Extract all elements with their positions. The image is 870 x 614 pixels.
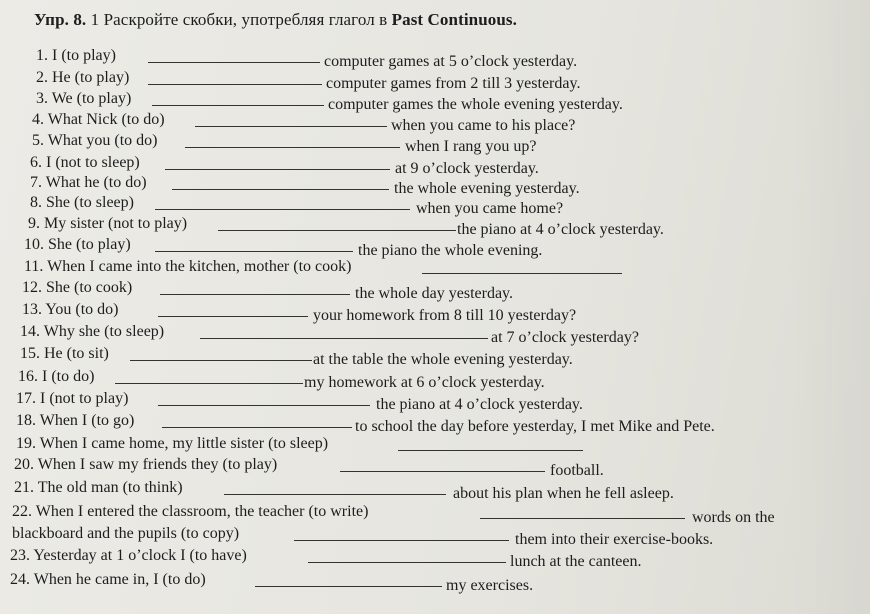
exercise-prompt: 7. What he (to do) [30,174,147,191]
exercise-prompt: 2. He (to play) [36,69,130,86]
exercise-item [0,524,860,546]
exercise-item [0,193,860,215]
exercise-item [0,214,860,236]
answer-blank-line[interactable] [152,105,324,106]
exercise-prompt: blackboard and the pupils (to copy) [12,525,240,542]
answer-blank-line[interactable] [148,62,320,63]
exercise-prompt: 21. The old man (to think) [14,479,183,496]
exercise-subnumber: 1 [90,10,100,29]
exercise-prompt: 5. What you (to do) [32,132,158,149]
exercise-item [0,502,860,524]
exercise-tail: words on the [692,509,775,526]
exercise-prompt: 17. I (not to play) [16,390,129,407]
exercise-item [0,344,860,366]
answer-blank-line[interactable] [308,562,506,563]
exercise-tail: computer games the whole evening yesterday. [328,96,623,113]
exercise-prompt: 19. When I came home, my little sister (to sleep) [16,435,329,452]
answer-blank-line[interactable] [218,230,456,231]
answer-blank-line[interactable] [422,273,622,274]
exercise-tail: the piano at 4 o’clock yesterday. [376,396,583,413]
answer-blank-line[interactable] [294,540,509,541]
exercise-prompt: 6. I (not to sleep) [30,154,140,171]
exercise-tail: about his plan when he fell asleep. [453,485,674,502]
exercise-prompt: 22. When I entered the classroom, the teacher (to write) [12,503,369,520]
exercise-tail: when you came home? [416,200,564,217]
exercise-item [0,546,860,568]
exercise-prompt: 14. Why she (to sleep) [20,323,165,340]
answer-blank-line[interactable] [185,147,400,148]
exercise-prompt: 4. What Nick (to do) [32,111,165,128]
exercise-prompt: 20. When I saw my friends they (to play) [14,456,278,473]
exercise-item [0,46,860,68]
answer-blank-line[interactable] [158,316,308,317]
exercise-item [0,131,860,153]
exercise-tail: at 9 o’clock yesterday. [395,160,539,177]
exercise-item [0,434,860,456]
exercise-tail: the piano the whole evening. [358,242,543,259]
answer-blank-line[interactable] [155,209,410,210]
exercise-tense: Past Continuous. [391,10,517,29]
exercise-tail: when I rang you up? [405,138,537,155]
answer-blank-line[interactable] [195,126,387,127]
exercise-prompt: 8. She (to sleep) [30,194,134,211]
exercise-prompt: 15. He (to sit) [20,345,109,362]
answer-blank-line[interactable] [162,427,352,428]
exercise-tail: to school the day before yesterday, I met Mike and Pete. [355,418,715,435]
exercise-item [0,110,860,132]
answer-blank-line[interactable] [155,251,353,252]
exercise-title [34,10,517,30]
exercise-prompt: 11. When I came into the kitchen, mother (to cook) [24,258,352,275]
exercise-item [0,478,860,500]
exercise-prompt: 1. I (to play) [36,47,116,64]
exercise-item [0,455,860,477]
answer-blank-line[interactable] [255,586,442,587]
exercise-item [0,153,860,175]
exercise-prompt: 18. When I (to go) [16,412,135,429]
exercise-item [0,411,860,433]
exercise-tail: your homework from 8 till 10 yesterday? [313,307,577,324]
exercise-instruction: Раскройте скобки, употребляя глагол в [103,10,388,29]
exercise-item [0,389,860,411]
exercise-tail: the whole evening yesterday. [394,180,580,197]
exercise-item [0,300,860,322]
page-shadow [790,0,870,614]
exercise-prompt: 3. We (to play) [36,90,132,107]
exercise-tail: when you came to his place? [391,117,576,134]
exercise-prompt: 24. When he came in, I (to do) [10,571,206,588]
answer-blank-line[interactable] [165,169,390,170]
exercise-item [0,173,860,195]
exercise-tail: football. [550,462,604,479]
exercise-prompt: 12. She (to cook) [22,279,133,296]
exercise-tail: my exercises. [446,577,534,594]
exercise-tail: at 7 o’clock yesterday? [491,329,639,346]
answer-blank-line[interactable] [200,338,488,339]
exercise-tail: computer games from 2 till 3 yesterday. [326,75,581,92]
exercise-tail: lunch at the canteen. [510,553,642,570]
answer-blank-line[interactable] [172,189,389,190]
exercise-prompt: 13. You (to do) [22,301,119,318]
exercise-tail: the piano at 4 o’clock yesterday. [457,221,664,238]
exercise-item [0,89,860,111]
answer-blank-line[interactable] [158,405,370,406]
exercise-tail: them into their exercise-books. [515,531,714,548]
exercise-item [0,367,860,389]
exercise-prompt: 16. I (to do) [18,368,95,385]
exercise-item [0,278,860,300]
exercise-prompt: 9. My sister (not to play) [28,215,188,232]
answer-blank-line[interactable] [398,450,583,451]
exercise-item [0,235,860,257]
exercise-tail: my homework at 6 o’clock yesterday. [304,374,545,391]
answer-blank-line[interactable] [115,383,303,384]
exercise-number: Упр. 8. [34,10,87,29]
exercise-tail: at the table the whole evening yesterday. [313,351,573,368]
answer-blank-line[interactable] [480,518,685,519]
exercise-prompt: 23. Yesterday at 1 o’clock I (to have) [10,547,247,564]
answer-blank-line[interactable] [160,294,350,295]
answer-blank-line[interactable] [224,494,446,495]
answer-blank-line[interactable] [130,360,312,361]
exercise-item [0,570,860,592]
exercise-prompt: 10. She (to play) [24,236,131,253]
answer-blank-line[interactable] [340,471,545,472]
exercise-item [0,68,860,90]
exercise-item [0,257,860,279]
exercise-tail: computer games at 5 o’clock yesterday. [324,53,578,70]
exercise-tail: the whole day yesterday. [355,285,514,302]
exercise-item [0,322,860,344]
answer-blank-line[interactable] [148,84,322,85]
